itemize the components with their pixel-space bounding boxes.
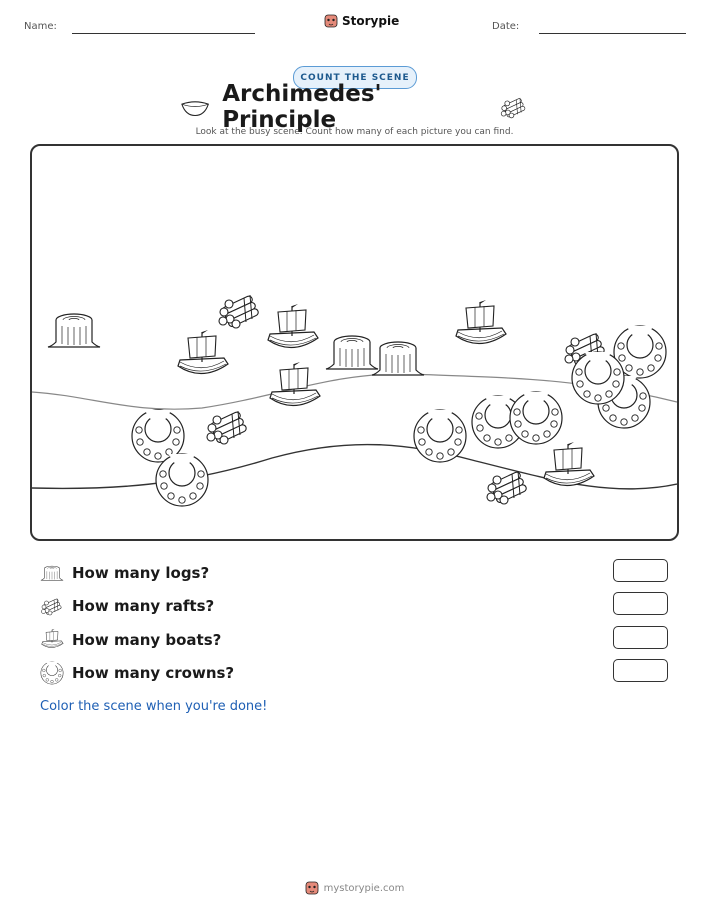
- busy-scene: [30, 144, 679, 541]
- name-label: Name:: [24, 21, 57, 32]
- brand-name: Storypie: [342, 14, 400, 28]
- question-crowns: [40, 660, 234, 686]
- answer-box-rafts[interactable]: [613, 592, 668, 615]
- answer-box-crowns[interactable]: [613, 659, 668, 682]
- answer-box-boats[interactable]: [613, 626, 668, 649]
- log-icon: [326, 336, 378, 369]
- question-text: How many boats?: [72, 631, 222, 649]
- footer: [0, 881, 709, 895]
- crown-icon: [572, 352, 624, 404]
- storypie-mascot-icon: [305, 881, 319, 895]
- question-boats: [40, 627, 221, 653]
- date-field[interactable]: [539, 33, 686, 34]
- raft-icon: [207, 411, 247, 444]
- raft-icon: [487, 471, 527, 504]
- raft-icon: [40, 594, 64, 618]
- brand-logo: [324, 14, 399, 28]
- log-icon: [372, 342, 424, 375]
- count-the-scene-badge: COUNT THE SCENE: [293, 66, 417, 89]
- boat-icon: [40, 628, 64, 652]
- question-rafts: [40, 593, 214, 619]
- question-text: How many rafts?: [72, 597, 215, 615]
- crown-icon: [414, 410, 466, 462]
- name-field[interactable]: [72, 33, 255, 34]
- boat-icon: [270, 362, 320, 406]
- boat-icon: [544, 442, 594, 486]
- footer-url: mystorypie.com: [323, 882, 405, 894]
- crown-icon: [40, 661, 64, 685]
- crown-icon: [156, 454, 208, 506]
- question-logs: [40, 560, 209, 586]
- title-text: Archimedes' Principle: [222, 81, 382, 133]
- instructions: Look at the busy scene. Count how many of each picture you can find.: [195, 127, 514, 137]
- answer-box-logs[interactable]: [613, 559, 668, 582]
- storypie-mascot-icon: [324, 14, 338, 28]
- log-icon: [40, 561, 64, 585]
- bowl-icon: [180, 96, 210, 118]
- boat-icon: [456, 300, 506, 344]
- log-icon: [48, 314, 100, 347]
- question-text: How many crowns?: [72, 664, 235, 682]
- boat-icon: [178, 330, 228, 374]
- date-label: Date:: [492, 21, 520, 32]
- boat-icon: [268, 304, 318, 348]
- color-note: Color the scene when you're done!: [40, 699, 268, 714]
- raft-icon: [219, 295, 259, 328]
- crown-icon: [510, 392, 562, 444]
- question-text: How many logs?: [72, 564, 210, 582]
- raft-icon: [500, 94, 530, 120]
